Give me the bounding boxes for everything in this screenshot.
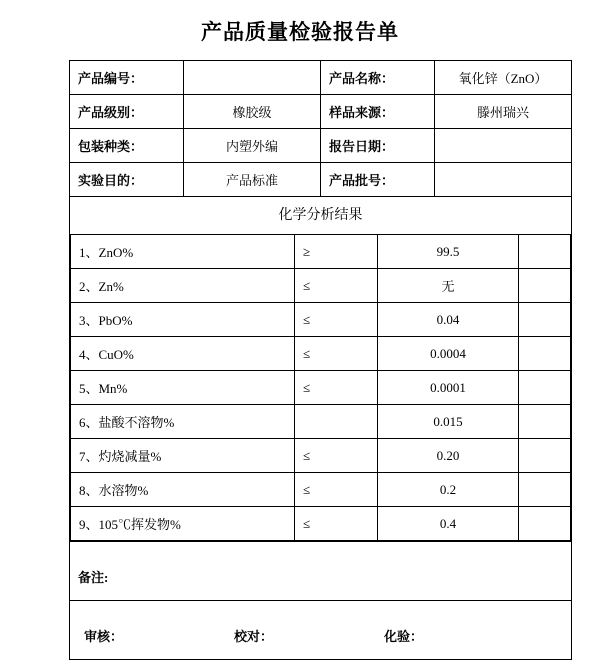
analysis-section-row — [70, 197, 572, 542]
analysis-item-value: 0.0004 — [378, 337, 519, 371]
analysis-item-operator: ≥ — [294, 235, 377, 269]
signature-analyst-label: 化验： — [384, 628, 424, 644]
analysis-item-value: 0.0001 — [378, 371, 519, 405]
table-row — [70, 61, 572, 95]
field-value-product-grade[interactable]: 橡胶级 — [184, 95, 321, 129]
analysis-item-value: 无 — [378, 269, 519, 303]
field-value-report-date[interactable] — [435, 129, 572, 163]
analysis-table — [70, 234, 571, 541]
list-item — [71, 439, 571, 473]
analysis-item-operator: ≤ — [294, 337, 377, 371]
report-table — [69, 60, 572, 660]
field-label-product-code: 产品编号： — [70, 61, 184, 95]
analysis-item-operator: ≤ — [294, 473, 377, 507]
list-item — [71, 473, 571, 507]
analysis-item-operator — [294, 405, 377, 439]
report-table-container — [69, 60, 548, 660]
analysis-item-operator: ≤ — [294, 269, 377, 303]
analysis-item-spacer — [518, 371, 570, 405]
field-value-product-code[interactable] — [184, 61, 321, 95]
analysis-item-value: 0.04 — [378, 303, 519, 337]
analysis-item-value: 0.015 — [378, 405, 519, 439]
analysis-item-operator: ≤ — [294, 507, 377, 541]
analysis-section-title: 化学分析结果 — [278, 208, 363, 223]
analysis-item-name: 6、盐酸不溶物% — [71, 405, 295, 439]
field-value-sample-source[interactable]: 滕州瑞兴 — [435, 95, 572, 129]
field-label-sample-source: 样品来源： — [321, 95, 435, 129]
analysis-item-operator: ≤ — [294, 371, 377, 405]
remark-row — [70, 542, 572, 601]
signature-section — [70, 601, 572, 660]
list-item — [71, 507, 571, 541]
analysis-item-name: 8、水溶物% — [71, 473, 295, 507]
field-label-report-date: 报告日期： — [321, 129, 435, 163]
field-label-batch-number: 产品批号： — [321, 163, 435, 197]
analysis-item-spacer — [518, 405, 570, 439]
analysis-item-spacer — [518, 507, 570, 541]
signature-proofreader-label: 校对： — [234, 628, 274, 644]
analysis-item-spacer — [518, 337, 570, 371]
analysis-item-spacer — [518, 473, 570, 507]
field-label-product-grade: 产品级别： — [70, 95, 184, 129]
analysis-item-spacer — [518, 303, 570, 337]
analysis-item-name: 5、Mn% — [71, 371, 295, 405]
analysis-item-name: 3、PbO% — [71, 303, 295, 337]
analysis-item-name: 7、灼烧减量% — [71, 439, 295, 473]
analysis-section — [70, 197, 572, 542]
field-value-batch-number[interactable] — [435, 163, 572, 197]
signature-list — [84, 626, 563, 645]
analysis-item-name: 4、CuO% — [71, 337, 295, 371]
field-value-product-name[interactable]: 氧化锌（ZnO） — [435, 61, 572, 95]
remark-label: 备注: — [70, 542, 572, 601]
field-label-test-purpose: 实验目的： — [70, 163, 184, 197]
page-title: 产品质量检验报告单 — [201, 20, 399, 44]
analysis-item-spacer — [518, 269, 570, 303]
analysis-item-value: 0.20 — [378, 439, 519, 473]
field-label-product-name: 产品名称： — [321, 61, 435, 95]
list-item — [71, 337, 571, 371]
list-item — [71, 405, 571, 439]
list-item — [71, 235, 571, 269]
list-item — [71, 371, 571, 405]
table-row — [70, 163, 572, 197]
analysis-item-value: 99.5 — [378, 235, 519, 269]
table-row — [70, 129, 572, 163]
list-item — [71, 303, 571, 337]
analysis-item-value: 0.2 — [378, 473, 519, 507]
analysis-item-operator: ≤ — [294, 439, 377, 473]
table-row — [70, 95, 572, 129]
analysis-item-name: 9、105℃挥发物% — [71, 507, 295, 541]
field-value-package-type[interactable]: 内塑外编 — [184, 129, 321, 163]
analysis-item-name: 1、ZnO% — [71, 235, 295, 269]
analysis-item-spacer — [518, 235, 570, 269]
analysis-item-value: 0.4 — [378, 507, 519, 541]
analysis-item-operator: ≤ — [294, 303, 377, 337]
analysis-item-spacer — [518, 439, 570, 473]
list-item — [71, 269, 571, 303]
field-label-package-type: 包装种类： — [70, 129, 184, 163]
analysis-item-name: 2、Zn% — [71, 269, 295, 303]
signature-reviewer-label: 审核： — [84, 628, 124, 644]
signature-row — [70, 601, 572, 660]
field-value-test-purpose[interactable]: 产品标准 — [184, 163, 321, 197]
